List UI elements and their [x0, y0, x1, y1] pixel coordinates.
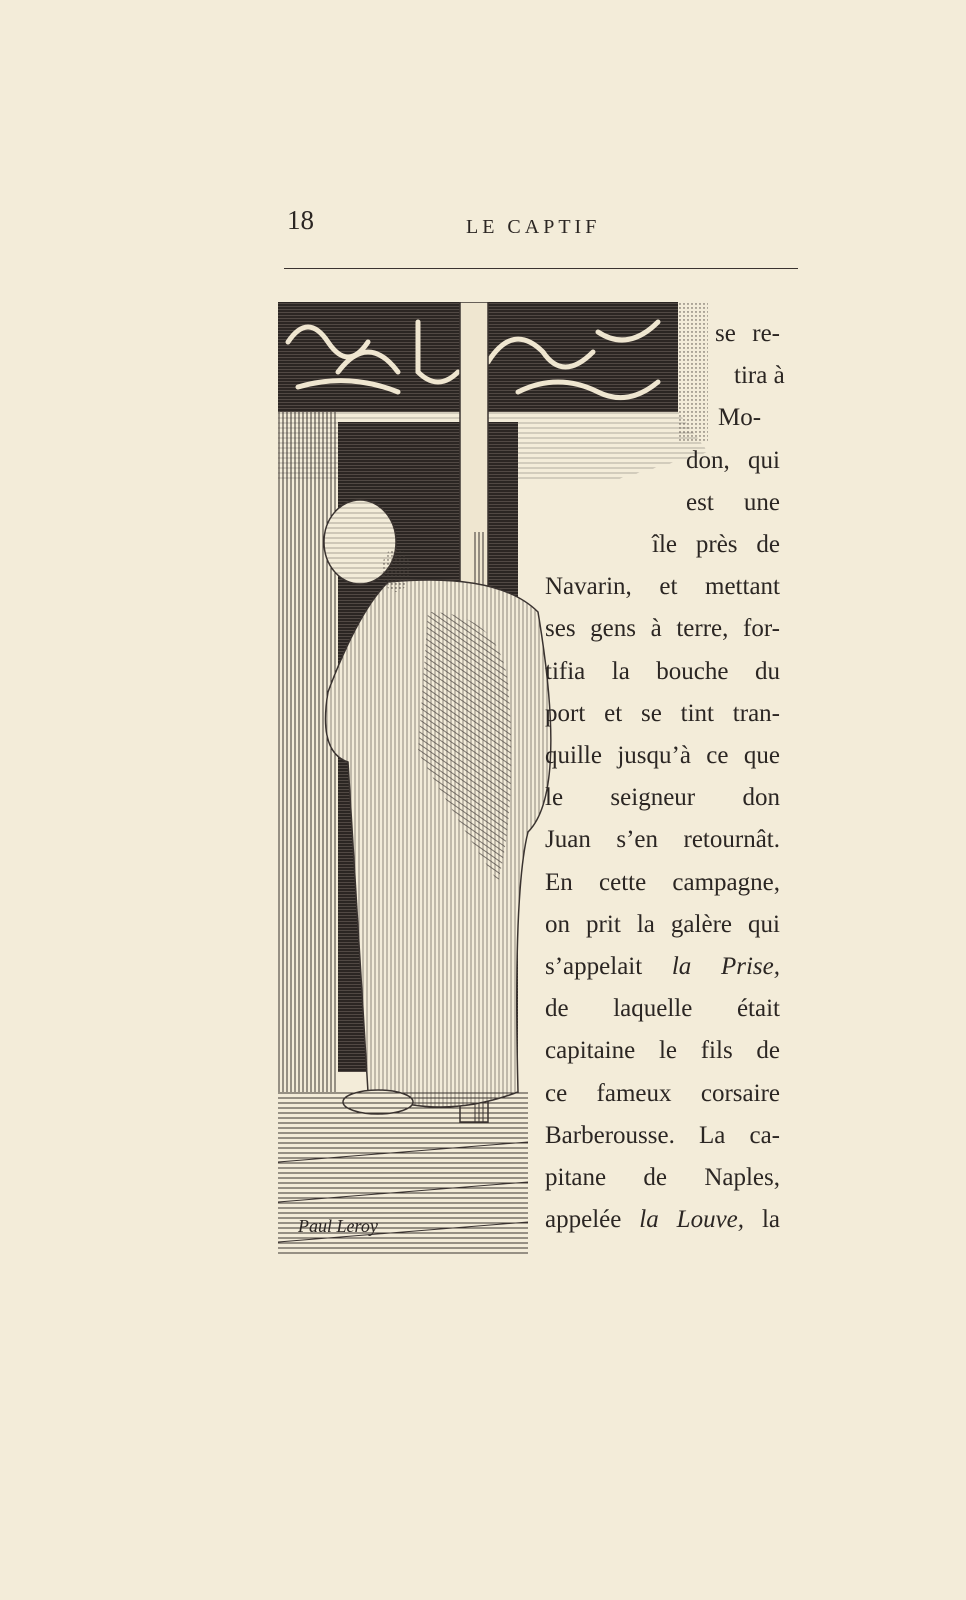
- text-segment: est une: [686, 488, 780, 516]
- text-segment: Mo-: [718, 404, 762, 432]
- text-segment: pitane de Naples,: [545, 1164, 780, 1191]
- text-segment: de laquelle était: [545, 995, 780, 1023]
- text-segment: le seigneur don: [545, 784, 780, 812]
- text-segment: Juan s’en retournât.: [545, 826, 780, 854]
- text-line: [715, 318, 780, 350]
- text-segment: tifia la bouche du: [545, 657, 780, 685]
- text-line: [545, 867, 780, 899]
- text-line: [545, 1120, 780, 1152]
- text-line: [545, 1078, 780, 1110]
- text-segment: ses gens à terre, for-: [545, 615, 780, 643]
- header-rule: [284, 268, 798, 269]
- text-line: [545, 1162, 780, 1194]
- text-segment: on prit la galère qui: [545, 910, 780, 938]
- text-line: [545, 698, 780, 730]
- text-segment: appelée: [545, 1206, 640, 1234]
- text-line: [718, 402, 780, 434]
- text-line: [686, 445, 780, 477]
- text-line: [545, 909, 780, 941]
- text-segment: Navarin, et mettant: [545, 573, 780, 601]
- text-line: [686, 487, 780, 519]
- text-segment: don, qui: [686, 446, 780, 474]
- engraver-signature: Paul Leroy: [298, 1216, 378, 1236]
- text-segment: capitaine le fils de: [545, 1037, 780, 1065]
- text-line: [734, 360, 785, 392]
- text-segment: ce fameux corsaire: [545, 1079, 780, 1107]
- text-line: [545, 951, 780, 983]
- wall-left: [278, 412, 338, 1092]
- engraving-svg: [278, 302, 715, 1254]
- text-segment: île près de: [652, 531, 780, 558]
- text-line: [545, 782, 780, 814]
- engraving-illustration: [278, 302, 715, 1254]
- text-line: [545, 740, 780, 772]
- text-line: [545, 1035, 780, 1067]
- text-segment: En cette campagne,: [545, 868, 780, 896]
- page-number: 18: [287, 205, 314, 235]
- text-segment: se re-: [715, 320, 780, 347]
- text-segment: la: [744, 1206, 780, 1234]
- text-segment: tira à: [734, 362, 785, 390]
- text-line: [545, 1204, 780, 1236]
- text-line: [652, 529, 780, 561]
- text-line: [545, 993, 780, 1025]
- text-line: [545, 571, 780, 603]
- running-title: LE CAPTIF: [466, 216, 601, 238]
- text-segment: la Louve,: [639, 1206, 745, 1234]
- text-line: [545, 656, 780, 688]
- text-line: [545, 824, 780, 856]
- text-segment: la Prise,: [671, 953, 780, 980]
- text-segment: s’appelait: [545, 953, 672, 980]
- text-segment: port et se tint tran-: [545, 699, 780, 727]
- text-line: [545, 613, 780, 645]
- text-segment: Barberousse. La ca-: [545, 1121, 780, 1149]
- text-segment: quille jusqu’à ce que: [545, 742, 780, 769]
